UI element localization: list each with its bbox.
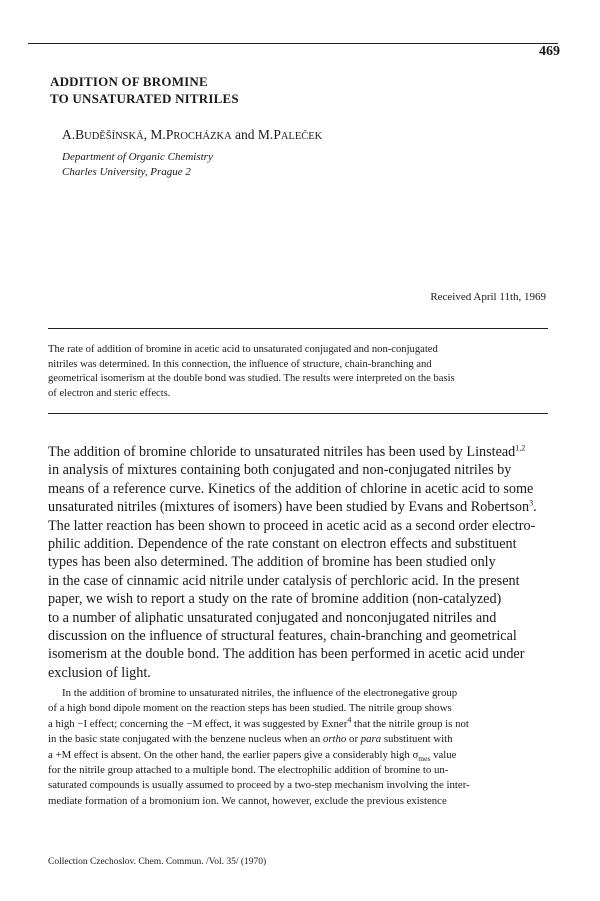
body-line: The latter reaction has been shown to proceed in acetic acid as a second order electro- xyxy=(48,517,536,534)
author-list xyxy=(62,127,322,143)
body-line: of a high bond dipole moment on the reaction steps has been studied. The nitrile group shows xyxy=(48,702,452,715)
reference-marker: 3 xyxy=(529,498,534,508)
abstract-top-rule xyxy=(48,328,548,329)
abstract-line: nitriles was determined. In this connection, the influence of structure, chain-branching and xyxy=(48,358,432,370)
affiliation-university: Charles University, Prague 2 xyxy=(62,166,191,178)
body-line: saturated compounds is usually assumed to proceed by a two-step mechanism involving the inter- xyxy=(48,779,470,792)
body-line: philic addition. Dependence of the rate constant on electron effects and substituent xyxy=(48,535,517,552)
abstract xyxy=(48,343,548,401)
body-line: means of a reference curve. Kinetics of the addition of chlorine in acetic acid to some xyxy=(48,480,534,497)
author-3-initial: M. xyxy=(257,127,274,142)
affiliation xyxy=(62,150,213,180)
body-line: exclusion of light. xyxy=(48,664,151,681)
body-paragraph-1 xyxy=(48,443,549,682)
author-separator: , xyxy=(143,127,151,142)
received-date: Received April 11th, 1969 xyxy=(430,291,546,303)
abstract-line: The rate of addition of bromine in acetic acid to unsaturated conjugated and non-conjugated xyxy=(48,344,438,355)
body-line: in analysis of mixtures containing both conjugated and non-conjugated nitriles by xyxy=(48,462,512,479)
body-paragraph-2 xyxy=(48,686,548,809)
author-1-name-part-2: ŠÍNSKÁ xyxy=(105,131,144,142)
body-line: isomerism at the double bond. The addition has been performed in acetic acid under xyxy=(48,646,525,663)
body-line: mediate formation of a bromonium ion. We cannot, however, exclude the previous existence xyxy=(48,794,447,807)
author-1-name-part: UDĚ xyxy=(84,131,106,142)
journal-footer: Collection Czechoslov. Chem. Commun. /Vol. 35/ (1970) xyxy=(48,857,267,867)
reference-marker: 1,2 xyxy=(515,443,526,453)
header-rule xyxy=(28,43,558,44)
body-line: in the basic state conjugated with the benzene nucleus when an ortho or para substituent with xyxy=(48,733,453,746)
title-line-2: TO UNSATURATED NITRILES xyxy=(50,91,239,106)
body-line: types has been also determined. The addition of bromine has been studied only xyxy=(48,554,496,571)
abstract-line: of electron and steric effects. xyxy=(48,387,171,399)
page-number: 469 xyxy=(539,44,560,59)
body-line: In the addition of bromine to unsaturated nitriles, the influence of the electronegative group xyxy=(62,687,458,699)
body-line: a +M effect is absent. On the other hand, the earlier papers give a considerably high $\sigma_{mes}$ value xyxy=(48,748,457,763)
affiliation-department: Department of Organic Chemistry xyxy=(62,151,213,163)
author-2-name-part: ROCHÁZKA xyxy=(173,131,232,142)
body-line: in the case of cinnamic acid nitrile under catalysis of perchloric acid. In the present xyxy=(48,572,520,589)
abstract-line: geometrical isomerism at the double bond was studied. The results were interpreted on the basis xyxy=(48,373,455,384)
body-line: The addition of bromine chloride to unsaturated nitriles has been used by Linstead$^{1,2}$ xyxy=(48,443,526,460)
author-1-first-letter: B xyxy=(75,127,85,142)
title-line-1: ADDITION OF BROMINE xyxy=(50,74,208,89)
author-1-initial: A. xyxy=(62,127,76,142)
author-separator-and: and xyxy=(231,127,258,142)
reference-marker: 4 xyxy=(347,716,352,725)
body-line: unsaturated nitriles (mixtures of isomers) have been studied by Evans and Robertson$^3$. xyxy=(48,498,537,516)
author-3-name-part: ALEČEK xyxy=(280,131,323,142)
abstract-bottom-rule xyxy=(48,413,548,414)
body-line: a high −I effect; concerning the −M effect, it was suggested by Exner$^4$ that the nitrile group is not xyxy=(48,716,469,730)
article-title xyxy=(50,73,239,107)
author-2-first-letter: P xyxy=(165,127,174,142)
body-line: for the nitrile group attached to a multiple bond. The electrophilic addition of bromine to un- xyxy=(48,763,449,776)
body-line: paper, we wish to report a study on the rate of bromine addition (non-catalyzed) xyxy=(48,591,502,608)
body-line: to a number of aliphatic unsaturated conjugated and nonconjugated nitriles and xyxy=(48,609,497,626)
body-line: discussion on the influence of structural features, chain-branching and geometrical xyxy=(48,627,517,644)
author-3-first-letter: P xyxy=(273,127,281,142)
author-2-initial: M. xyxy=(150,127,166,142)
subscript: mes xyxy=(418,753,431,763)
